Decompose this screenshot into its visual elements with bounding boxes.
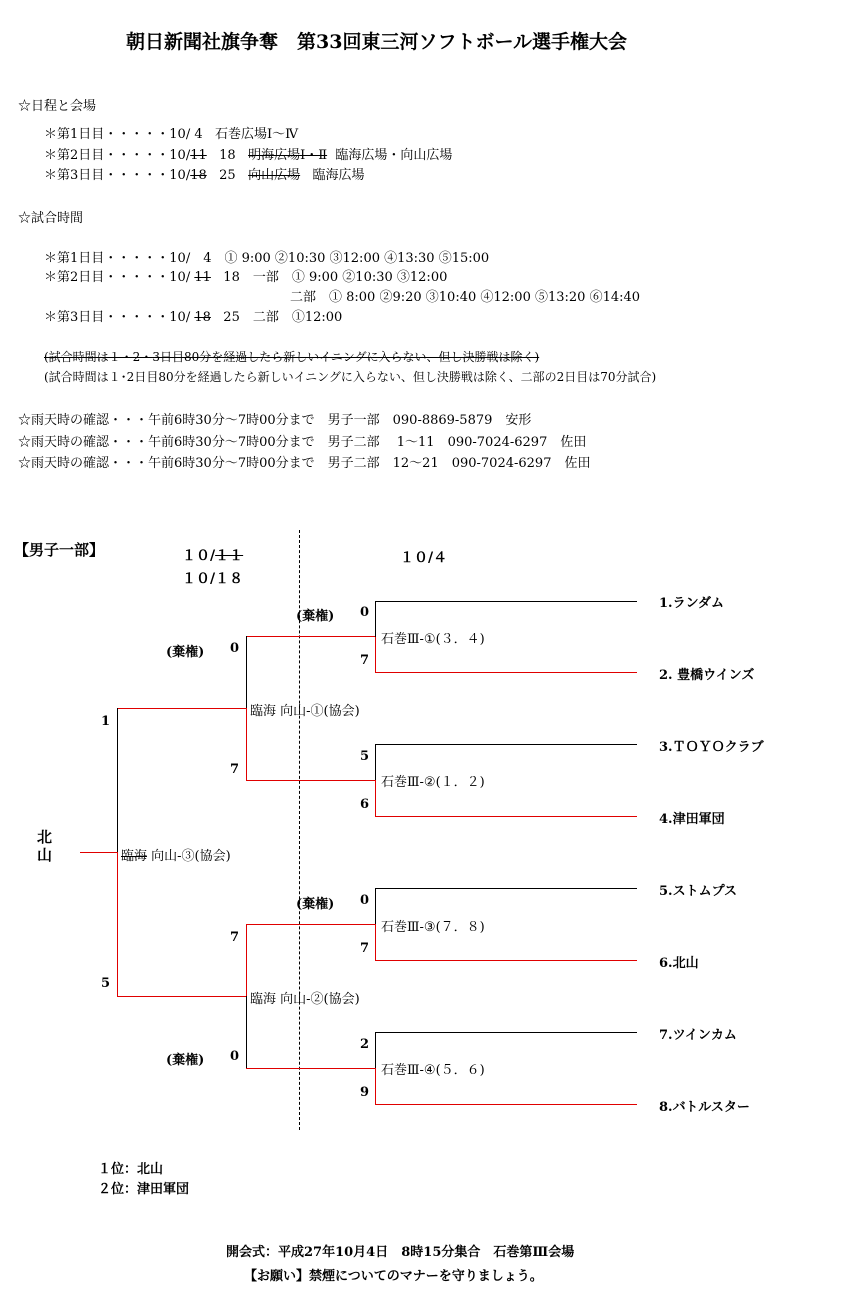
bracket-line [375,1068,376,1104]
r1-venue-4: 石巻Ⅲ-④(５．６) [381,1063,485,1078]
times-heading: ☆試合時間 [18,211,84,226]
bracket-line [246,996,247,1068]
team-6: 6.北山 [659,956,699,971]
round-date-left [182,545,243,565]
schedule-day2-label: ＊第2日目・・・・・10/ [44,148,191,163]
bracket-line [246,708,247,780]
times-day3-old: 18 [194,310,211,325]
r1-score-4b: 9 [360,1085,370,1100]
round-date-left-new: １０/１８ [182,571,244,587]
r1-note-1: (棄権) [296,609,335,624]
round-date-right: １０/４ [400,550,448,566]
schedule-day3-old-venue: 向山広場 [248,168,301,183]
bracket-line [117,708,118,852]
bracket-line [375,888,376,924]
result-first: １位：北山 [98,1162,164,1177]
r1-score-2a: 5 [360,749,370,764]
r1-venue-3: 石巻Ⅲ-③(７．８) [381,920,485,935]
bracket-line [246,780,375,781]
times-day2-div2: 二部 ① 8:00 ②9:20 ③10:40 ④12:00 ⑤13:20 ⑥14:40 [290,290,641,305]
result-second: ２位：津田軍団 [98,1182,190,1197]
r1-score-1b: 7 [360,653,370,668]
team-4: 4.津田軍団 [659,812,725,827]
bracket-line [375,1032,376,1068]
schedule-day2-old-date: 11 [190,148,207,163]
semi-score-1b: 7 [230,762,240,777]
semi-venue-1: 臨海 向山-①(協会) [250,704,360,719]
r1-note-3: (棄権) [296,897,335,912]
schedule-day1-venue: 石巻広場Ⅰ～Ⅳ [215,127,299,142]
r1-score-2b: 6 [360,797,370,812]
semi-score-2b: 0 [230,1049,240,1064]
r1-score-3b: 7 [360,941,370,956]
team-line [375,816,637,817]
schedule-day2-new-date: 18 [219,148,236,163]
semi-venue-2: 臨海 向山-②(協会) [250,992,360,1007]
rain-contact-2: ☆雨天時の確認・・・午前6時30分～7時00分まで 男子二部 1～11 090-7024-6297 佐田 [18,435,587,450]
r1-score-4a: 2 [360,1037,370,1052]
team-line [375,1032,637,1033]
team-3: 3.ＴＯＹＯクラブ [659,740,764,755]
team-line [375,601,637,602]
final-venue-text: 向山-③(協会) [147,849,231,864]
bracket-line [375,637,376,672]
bracket-line [117,708,246,709]
division-label: 【男子一部】 [14,541,105,559]
bracket-line [117,996,246,997]
schedule-heading: ☆日程と会場 [18,99,97,114]
team-line [375,960,637,961]
bracket-line [117,852,118,996]
schedule-day2-old-venue: 明海広場Ⅰ・Ⅱ [248,148,328,163]
bracket-line [246,924,375,925]
team-7: 7.ツインカム [659,1028,737,1043]
old-rule-note: (試合時間は１・2・3日目80分を経過したら新しいイニングに入らない、但し決勝戦は除く) [44,350,540,364]
times-day3 [44,306,342,325]
r1-score-1a: 0 [360,605,370,620]
schedule-day3-new-date: 25 [219,168,236,183]
team-2: 2. 豊橋ウインズ [659,668,755,683]
r1-venue-1: 石巻Ⅲ-①(３．４) [381,632,485,647]
times-day2 [44,266,447,285]
schedule-day1-label: ＊第1日目・・・・・10/ 4 [44,127,203,142]
schedule-day2 [44,144,452,163]
request-note: 【お願い】禁煙についてのマナーを守りましょう。 [244,1269,543,1284]
bracket-line [246,636,247,708]
team-line [375,1104,637,1105]
bracket-line [246,924,247,996]
team-line [375,672,637,673]
times-day3-label: ＊第3日目・・・・・10/ [44,310,191,325]
r1-score-3a: 0 [360,893,370,908]
bracket-line [375,601,376,637]
bracket-line [246,1068,375,1069]
bracket-line [375,744,376,780]
semi-score-2a: 7 [230,930,240,945]
bracket-line [80,852,117,853]
schedule-day3-label: ＊第3日目・・・・・10/ [44,168,191,183]
times-day2-div1: 18 一部 ① 9:00 ②10:30 ③12:00 [223,270,448,285]
semi-note-2: (棄権) [166,1053,205,1068]
date-left-old: １１ [215,548,244,564]
page-title: 朝日新聞社旗争奪 第33回東三河ソフトボール選手権大会 [126,31,628,53]
final-venue [121,845,231,864]
times-day1: ＊第1日目・・・・・10/ 4 ① 9:00 ②10:30 ③12:00 ④13:30 ⑤15:00 [44,251,490,266]
semi-score-1a: 0 [230,641,240,656]
team-line [375,888,637,889]
final-score-top: 1 [101,714,111,729]
schedule-day2-venue: 臨海広場・向山広場 [335,148,453,163]
team-5: 5.ストムプス [659,884,738,899]
team-1: 1.ランダム [659,596,725,611]
opening-ceremony: 開会式：平成27年10月4日 8時15分集合 石巻第Ⅲ会場 [226,1245,575,1260]
rain-contact-1: ☆雨天時の確認・・・午前6時30分～7時00分まで 男子一部 090-8869-5879 安形 [18,413,532,428]
team-line [375,744,637,745]
schedule-day1 [44,123,298,142]
bracket-line [246,636,375,637]
times-day2-label: ＊第2日目・・・・・10/ [44,270,191,285]
schedule-day3-venue: 臨海広場 [312,168,365,183]
r1-venue-2: 石巻Ⅲ-②(１．２) [381,775,485,790]
team-8: 8.バトルスター [659,1100,750,1115]
rain-contact-3: ☆雨天時の確認・・・午前6時30分～7時00分まで 男子二部 12～21 090-7024-6297 佐田 [18,456,591,471]
champion-label: 北山 [37,828,53,864]
times-day3-new: 25 二部 ①12:00 [223,310,343,325]
schedule-day3-old-date: 18 [190,168,207,183]
final-venue-struck: 臨海 [121,849,148,864]
times-day2-old: 11 [194,270,211,285]
schedule-day3 [44,164,365,183]
date-left-prefix: １０/ [182,548,216,564]
final-score-bottom: 5 [101,976,111,991]
bracket-line [375,924,376,960]
semi-note-1: (棄権) [166,645,205,660]
rule-note: (試合時間は１･2日目80分を経過したら新しいイニングに入らない、但し決勝戦は除く、二部の2日目は70分試合) [44,370,657,384]
bracket-line [375,780,376,816]
